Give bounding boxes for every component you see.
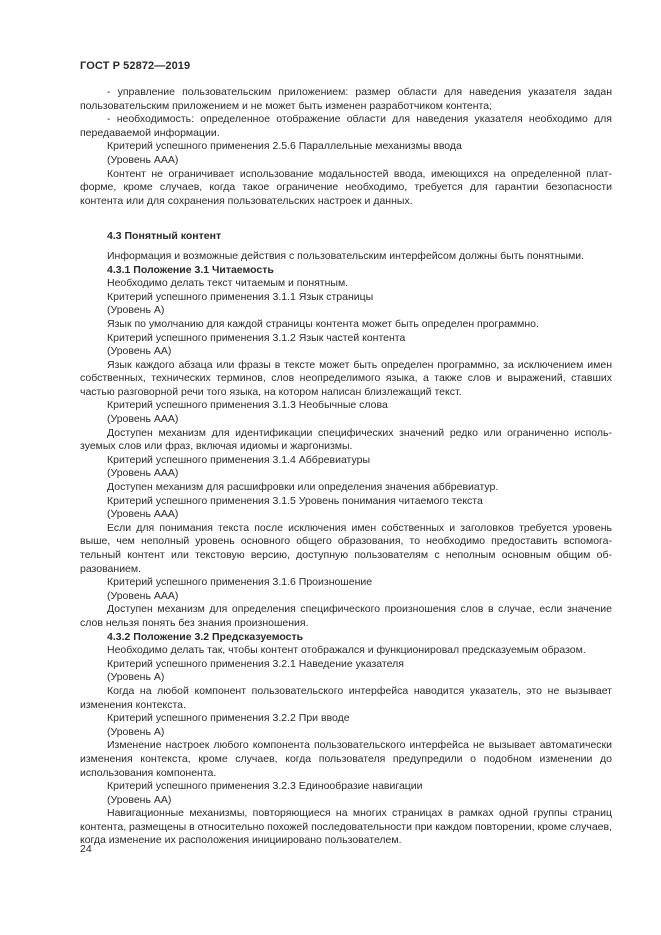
- paragraph: Критерий успешного применения 2.5.6 Параллельные механизмы ввода: [107, 140, 462, 153]
- paragraph: Навигационные механизмы, повторяющиеся на многих страницах в рамках одной группы страниц контента, размещены в относительно похожей последовательности при каждом повторении, кроме случаев, когда изменение их расположения инициировано пользователем.: [80, 807, 612, 847]
- paragraph: Критерий успешного применения 3.2.1 Наведение указателя: [107, 657, 404, 670]
- paragraph: Необходимо делать текст читаемым и понятным.: [107, 277, 349, 290]
- paragraph: Информация и возможные действия с пользовательским интерфейсом должны быть понятными.: [107, 249, 585, 262]
- paragraph: (Уровень ААА): [107, 589, 179, 602]
- paragraph: Доступен механизм для определения специфического произношения слов в случае, если значение слов нельзя понять без знания произношения.: [80, 603, 612, 629]
- paragraph: Язык по умолчанию для каждой страницы контента может быть определен программно.: [107, 317, 539, 330]
- paragraph: (Уровень ААА): [107, 508, 179, 521]
- paragraph: Критерий успешного применения 3.1.3 Необычные слова: [107, 399, 388, 412]
- paragraph: Критерий успешного применения 3.1.2 Язык частей контента: [107, 331, 406, 344]
- subsection-heading: 4.3.1 Положение 3.1 Читаемость: [107, 263, 274, 276]
- paragraph: Критерий успешного применения 3.1.1 Язык страницы: [107, 290, 374, 303]
- paragraph: Когда на любой компонент пользовательского интерфейса наводится указатель, это не вызывает изменения контекста.: [80, 684, 612, 711]
- paragraph: Критерий успешного применения 3.2.3 Единообразие навигации: [107, 780, 423, 793]
- paragraph: Доступен механизм для идентификации специфических значений редко или ограниченно используемых слов или фраз, включая идиомы и жаргонизмы.: [80, 426, 612, 453]
- paragraph: Критерий успешного применения 3.2.2 При вводе: [107, 712, 350, 725]
- paragraph: (Уровень АА): [107, 345, 172, 358]
- page-number: 24: [80, 843, 92, 855]
- paragraph: Критерий успешного применения 3.1.5 Уровень понимания читаемого текста: [107, 494, 483, 507]
- subsection-heading: 4.3.2 Положение 3.2 Предсказуемость: [107, 630, 304, 643]
- paragraph: Критерий успешного применения 3.1.6 Произношение: [107, 576, 373, 589]
- paragraph: Если для понимания текста после исключения имен собственных и заголовков требуется уровень выше, чем неполный уровень основного общего образования, то необходимо предоставить вспомогательный контент или текстовую версию, доступную пользователям с неполным основным общим образованием.: [80, 521, 612, 575]
- paragraph: (Уровень А): [107, 304, 165, 317]
- document-header: ГОСТ Р 52872—2019: [80, 60, 191, 72]
- paragraph: (Уровень ААА): [107, 153, 179, 166]
- paragraph: (Уровень ААА): [107, 413, 179, 426]
- paragraph: Контент не ограничивает использование модальностей ввода, имеющихся на определенной платформе, кроме случаев, когда такое ограничение необходимо, требуется для гарантии безопасности контента или для сохранения пользовательских настроек и данных.: [80, 167, 612, 207]
- paragraph: Доступен механизм для расшифровки или определения значения аббревиатур.: [107, 481, 499, 494]
- document-body: [80, 86, 612, 848]
- paragraph: Необходимо делать так, чтобы контент отображался и функционировал предсказуемым образом.: [107, 644, 586, 657]
- paragraph: - необходимость: определенное отображение области для наведения указателя необходимо для передаваемой информации.: [80, 113, 612, 139]
- paragraph: Язык каждого абзаца или фразы в тексте может быть определен программно, за исключением имен собственных, технических терминов, слов неопределимого языка, а также слов и выражений, ставших частью разговорной речи того языка, на котором написан близлежащий текст.: [80, 358, 612, 398]
- paragraph: (Уровень ААА): [107, 467, 179, 480]
- paragraph: - управление пользовательским приложением: размер области для наведения указателя задан пользовательским приложением и не может быть изменен разработчиком контента;: [80, 86, 612, 112]
- paragraph: (Уровень А): [107, 671, 165, 684]
- paragraph: (Уровень А): [107, 725, 165, 738]
- paragraph: Изменение настроек любого компонента пользовательского интерфейса не вызывает автоматически изменения контекста, кроме случаев, когда пользователя предупредили о подобном изменении до использования компонента.: [80, 739, 612, 779]
- section-heading: 4.3 Понятный контент: [107, 230, 222, 243]
- paragraph: (Уровень АА): [107, 793, 172, 806]
- paragraph: Критерий успешного применения 3.1.4 Аббревиатуры: [107, 453, 370, 466]
